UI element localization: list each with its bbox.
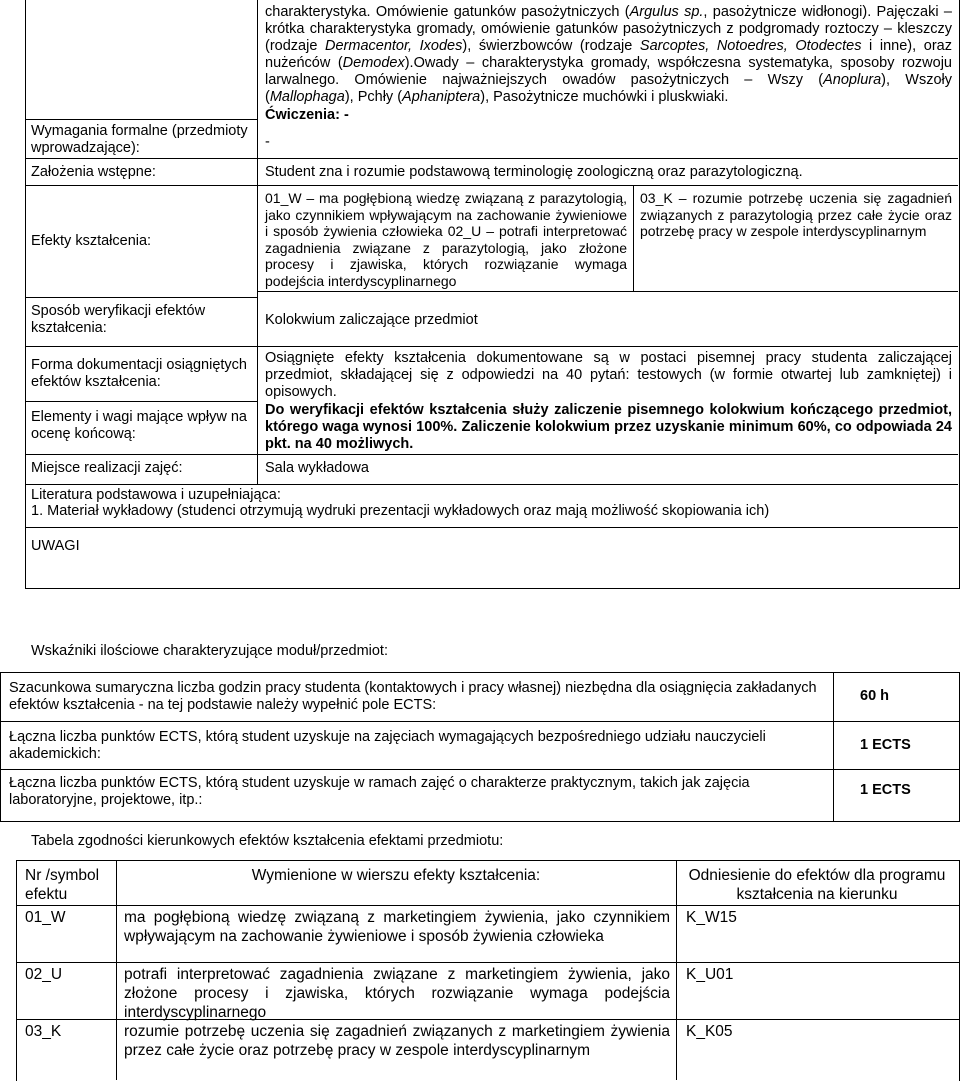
content-italic: Anoplura (823, 72, 882, 88)
content-text: ), świerzbowców (rodzaje (462, 38, 640, 54)
indicators-row-divider (0, 769, 960, 770)
row-divider (25, 158, 958, 159)
indicator-value: 1 ECTS (860, 782, 911, 798)
content-italic: Aphaniptera (402, 89, 481, 105)
content-italic: Demodex (342, 55, 405, 71)
content-italic: Dermacentor, Ixodes (325, 38, 463, 54)
row-divider (25, 401, 258, 402)
row-divider (25, 185, 958, 186)
assumptions-value: Student zna i rozumie podstawową terminologię zoologiczną oraz parazytologiczną. (265, 164, 803, 180)
verification-label: Sposób weryfikacji efektów kształcenia: (31, 303, 206, 336)
content-text: i inne), oraz nużeńców ( (265, 38, 952, 71)
compat-row-desc: ma pogłębioną wiedzę związaną z marketingiem żywienia, jako czynnikiem wpływającym na zachowanie żywieniowe i sposób żywienia człowieka (124, 909, 670, 945)
indicators-col-divider (833, 672, 834, 822)
compat-row-id: 01_W (25, 909, 66, 926)
compat-row-divider (16, 962, 959, 963)
weights-value: Do weryfikacji efektów kształcenia służy zaliczenie pisemnego kolokwium kończącego przedmiot, którego waga wynosi 100%. Zaliczenie kolokwium przez uzyskanie minimum 60%, co odpowiada 24 pkt. na 40 możliwych. (265, 402, 952, 452)
indicator-label: Szacunkowa sumaryczna liczba godzin pracy studenta (kontaktowych i pracy własnej) niezbędna dla osiągnięcia zakładanych efektów kształcenia - na tej podstawie należy wypełnić pole ECTS: (9, 680, 817, 713)
outcomes-inner-bottom (258, 291, 958, 292)
content-text: ), Pchły ( (344, 89, 403, 105)
content-text: ), Pasożytnicze muchówki i pluskwiaki. (480, 89, 729, 105)
compat-row-desc: rozumie potrzebę uczenia się zagadnień związanych z marketingiem żywienia przez całe życie oraz potrzebę pracy w zespole interdyscyplinarnym (124, 1023, 670, 1059)
row-divider (25, 527, 958, 528)
literature-value: 1. Materiał wykładowy (studenci otrzymują wydruki prezentacji wykładowych oraz mają możliwość skopiowania ich) (31, 503, 770, 519)
documentation-value: Osiągnięte efekty kształcenia dokumentowane są w postaci pisemnej pracy studenta zaliczającej przedmiot, składającej się z odpowiedzi na 40 pytań: testowych (w formie otwartej lub zamkniętej) i opisowych. (265, 350, 952, 400)
literature-label: Literatura podstawowa i uzupełniająca: (31, 487, 281, 503)
formal-requirements-label: Wymagania formalne (przedmioty wprowadzające): (31, 123, 248, 156)
verification-value: Kolokwium zaliczające przedmiot (265, 312, 478, 328)
outcomes-right: 03_K – rozumie potrzebę uczenia się zagadnień związanych z parazytologią przez całe życie oraz potrzebę pracy w zespole interdyscyplinarnym (640, 190, 952, 239)
compat-col-divider (116, 860, 117, 1080)
compat-header-ref: Odniesienie do efektów dla programu kształcenia na kierunku (688, 867, 946, 903)
row-divider (25, 346, 958, 347)
row-divider (25, 119, 258, 120)
compat-row-ref: K_K05 (686, 1023, 733, 1040)
row-divider (25, 454, 958, 455)
documentation-label: Forma dokumentacji osiągniętych efektów kształcenia: (31, 357, 247, 390)
row-divider (25, 484, 958, 485)
content-text: , pasożytnicze widłonogi). Pajęczaki – krótka charakterystyka gromady, omówienie gatunków pasożytniczych z podgromady roztoczy – kleszczy (rodzaje (265, 4, 952, 54)
compat-row-desc: potrafi interpretować zagadnienia związane z marketingiem żywienia, jako złożone procesy i zjawiska, których rozwiązanie wymaga podejścia interdyscyplinarnego (124, 966, 670, 1021)
indicator-value: 1 ECTS (860, 737, 911, 753)
compat-row-id: 02_U (25, 966, 63, 983)
indicators-title: Wskaźniki ilościowe charakteryzujące moduł/przedmiot: (31, 643, 388, 659)
content-italic: Sarcoptes, Notoedres, Otodectes (639, 38, 862, 54)
indicator-label: Łączna liczba punktów ECTS, którą student uzyskuje w ramach zajęć o charakterze praktycznym, takich jak zajęcia laboratoryjne, projektowe, itp.: (9, 775, 750, 808)
content-text: ), Wszoły ( (265, 72, 952, 105)
content-text: charakterystyka. Omówienie gatunków pasożytniczych ( (265, 4, 630, 20)
compat-title: Tabela zgodności kierunkowych efektów kształcenia efektami przedmiotu: (31, 833, 504, 849)
compat-header-id: Nr /symbol efektu (25, 867, 100, 903)
remarks-label: UWAGI (31, 538, 80, 554)
indicator-label: Łączna liczba punktów ECTS, którą student uzyskuje na zajęciach wymagających bezpośredniego udziału nauczycieli akademickich: (9, 729, 766, 762)
outcomes-label: Efekty kształcenia: (31, 233, 152, 249)
compat-row-id: 03_K (25, 1023, 62, 1040)
compat-header-desc: Wymienione w wierszu efekty kształcenia: (251, 867, 541, 884)
row-divider (25, 297, 258, 298)
indicator-value: 60 h (860, 688, 890, 704)
indicators-row-divider (0, 721, 960, 722)
weights-label: Elementy i wagi mające wpływ na ocenę końcową: (31, 409, 247, 442)
column-divider (257, 0, 258, 484)
compat-row-divider (16, 905, 959, 906)
content-italic: Argulus sp. (629, 4, 704, 20)
exercises-label: Ćwiczenia: - (265, 107, 349, 123)
place-label: Miejsce realizacji zajęć: (31, 460, 183, 476)
place-value: Sala wykładowa (265, 460, 369, 476)
module-content (265, 4, 952, 124)
compat-row-ref: K_W15 (686, 909, 737, 926)
content-italic: Mallophaga (269, 89, 345, 105)
outcomes-col-divider (633, 185, 634, 291)
formal-requirements-value: - (265, 134, 270, 150)
outcomes-left: 01_W – ma pogłębioną wiedzę związaną z parazytologią, jako czynnikiem wpływającym na zachowanie żywieniowe i sposób żywienia człowieka 02_U – potrafi interpretować zagadnienia związane z parazytologią, jako złożone procesy i zjawiska, których rozwiązanie wymaga podejścia interdyscyplinarnego (265, 190, 627, 289)
compat-col-divider (676, 860, 677, 1080)
assumptions-label: Założenia wstępne: (31, 164, 156, 180)
content-text: ).Owady – charakterystyka gromady, współczesna systematyka, sposoby rozwoju larwalnego. Omówienie najważniejszych owadów pasożytniczych – Wszy ( (265, 55, 952, 88)
compat-row-ref: K_U01 (686, 966, 734, 983)
